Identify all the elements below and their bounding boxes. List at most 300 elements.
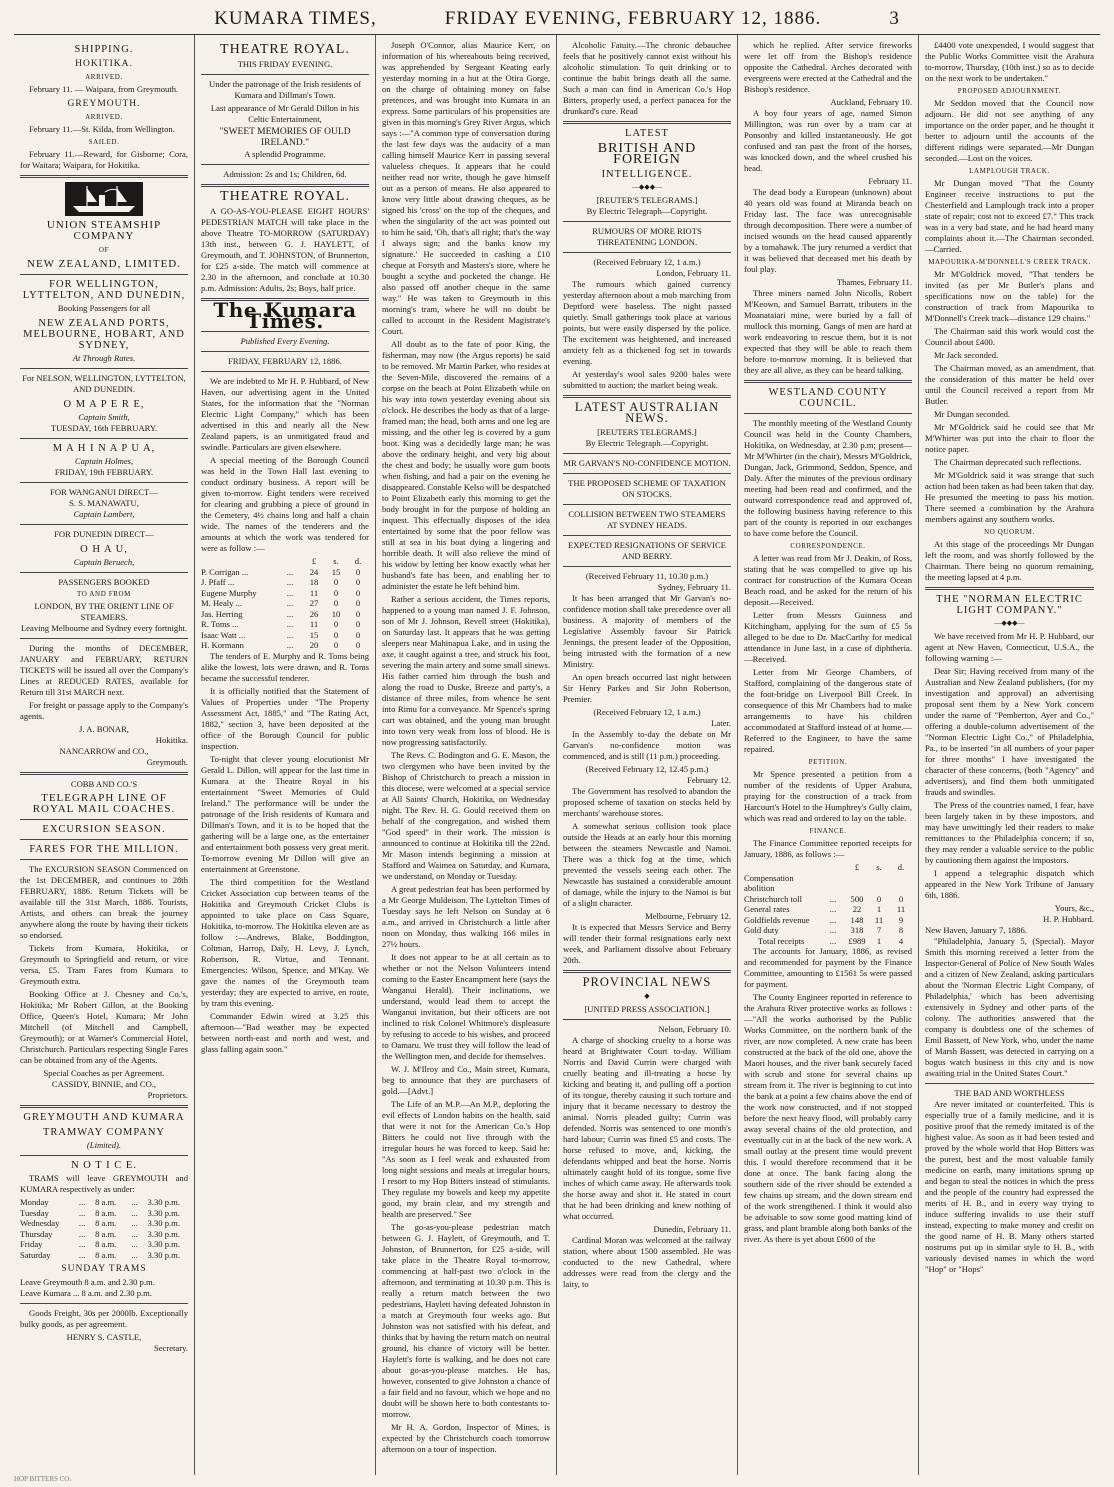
cassidy-signature: CASSIDY, BINNIE, and CO., [51, 1079, 157, 1089]
divider [20, 1155, 188, 1156]
divider [20, 438, 188, 439]
excursion-text: The EXCURSION SEASON Commenced on the 1st DECEMBER, and continues to 28th FEBRUARY, 1886. Return Tickets will be available till the 31st March, 1886. Tourists, Artists, and others can break the journey anywhere along the route by having their tickets so endorsed. [20, 864, 188, 940]
leader-dots: ... [131, 1249, 138, 1260]
amount-pounds: 22 [852, 904, 862, 914]
divider [563, 121, 731, 124]
tramway-heading-2: TRAMWAY COMPANY [42, 1127, 166, 1138]
divider [20, 524, 188, 525]
amount-pence: 0 [355, 640, 361, 650]
resignations-heading: EXPECTED RESIGNATIONS OF SERVICE AND BERRY. [567, 540, 727, 561]
dateline-melbourne: Melbourne, February 12. [645, 911, 731, 921]
divider [563, 566, 731, 567]
article-riots: The rumours which gained currency yesterday afternoon about a mob marching from Deptford were baseless. The night passed quietly. Small gatherings took place at various points, but were easily dispersed by the police. The excitement was heightened, and increased anxiety felt as a thickened fog set in towards evening. [563, 279, 731, 366]
table-row [201, 609, 369, 620]
ornament-dinkus: ◆ [644, 992, 650, 1000]
mapourika-heading: MAPOURIKA-M'DONNELL'S CREEK TRACK. [928, 258, 1091, 266]
dateline-dunedin: Dunedin, February 11. [653, 1224, 731, 1234]
table-row [201, 619, 369, 630]
pedestrian-match-ad: A GO-AS-YOU-PLEASE EIGHT HOURS' PEDESTRIAN MATCH will take place in the above Theatre TO-MORROW (SATURDAY) 13th inst., between G. J. HAYLETT, of Greymouth, and T. JOHNSTON, of Brunnerton, for £25 a-side. The match will commence at 2.30 in the afternoon, and conclude at 10.30 p.m. Admission: Adults, 2s; Boys, half price. [201, 206, 369, 293]
ohau-captain: Captain Beruech, [73, 557, 135, 567]
amount-pence: 11 [896, 904, 906, 914]
agent-nancarrow-loc: Greymouth. [146, 757, 188, 767]
leader-dots: ... [286, 640, 294, 650]
wanganui-direct: FOR WANGANUI DIRECT— [50, 487, 158, 497]
unit-pounds: £ [854, 862, 860, 872]
hubbard-signature: H. P. Hubbard. [1043, 914, 1094, 924]
article-dead-body: The dead body a European (unknown) about 40 years old was found at Miranda beach on Friday last. The face was unrecognisable through decomposition. There were a number of incised wounds on the head caused apparently by a tomahawk. The jury returned a verdict that it was believed that deceased met his death by foul play. [744, 187, 912, 274]
amount-shillings: 10 [331, 608, 341, 619]
cobb-heading: COBB AND CO.'S [70, 779, 138, 789]
theatre-last: Last appearance of Mr Gerald Dillon in his Celtic Entertainment, [210, 103, 360, 124]
union-of: OF [98, 246, 110, 254]
manawatu-captain: Captain Lambert, [73, 509, 135, 519]
amount-pence: 0 [898, 893, 904, 904]
theatre-title: "SWEET MEMORIES OF OULD IRELAND." [219, 127, 351, 148]
column-4 [557, 35, 738, 1475]
amount-pence: 0 [355, 566, 361, 577]
table-row [20, 1250, 188, 1261]
article-guinness: Letter from Messrs Guinness and Kitchingham, applying for the sum of £5 5s alleged to be due to Dr. MacCarthy for medical attendance in June last, in a case of diphtheria.—Received. [744, 610, 912, 664]
article-lamplough: Mr Dungan moved "That the County Engineer receive instructions to put the Chesterfield and Lamplough track into a proper state of repair; cost not to exceed £7." This track was in a very bad state, and he had heard many complaints about it.—The Chairman seconded.—Carried. [925, 178, 1094, 254]
article-finance: The Finance Committee reported receipts for January, 1886, as follows :— [744, 838, 912, 859]
table-row [20, 1239, 188, 1250]
divider [20, 482, 188, 483]
article-mcgoldrick: Mr M'Goldrick said he could see that Mr M'Whirter was put into the chair to floor the notice paper. [925, 422, 1094, 454]
british-foreign-heading: BRITISH AND FOREIGN [597, 141, 697, 167]
article-oconnor: Joseph O'Connor, alias Maurice Kerr, on information of his whereabouts being received, was apprehended by Sergeant Keating early yesterday morning in a hut at the Otira Gorge, on the charge of obtaining money on false pretences, and was brought into Kumara in an express. Some particulars of his propensities are given in this morning's Grey River Argus, which says :—"A common type of conversation during the last few days was the audacity of a man calling himself Maurice Kerr in passing several valueless cheques. It appears that he could neither read nor write, though he gave himself out as a person of means. He also appeared to know very little about drawing cheques, as he signed his 'cross' on the top of the cheques, and when the singularity of the act was pointed out to him he said, 'Oh, that's all right; that's the way I always sign; and the banks know my signature.' He succeeded in cashing a £10 cheque at Forsyth and Masters's store, where he bought a scythe and pocketed the change. He also passed off another cheque in the same way." He was taken to Greymouth in this morning's tram, where he will no doubt be called to account in the Resident Magistrate's Court. [382, 40, 550, 336]
petition-heading: PETITION. [808, 758, 848, 766]
divider [20, 859, 188, 860]
table-row [201, 598, 369, 609]
total-pounds: £989 [848, 935, 866, 946]
greymouth-sailed: February 11.—Reward, for Gisborne; Cora, for Waitara; Waipara, for Hokitika. [20, 149, 188, 170]
table-row [744, 925, 912, 936]
tram-schedule [20, 1197, 188, 1260]
received-4: (Received February 12, 12.45 p.m.) [585, 764, 709, 774]
theatre-friday: THIS FRIDAY EVENING. [237, 59, 333, 69]
tickets-text: Tickets from Kumara, Hokitika, or Greymouth to Springfield and return, or vice versa, £5. Tram Fares from Kumara to Greymouth extra. [20, 943, 188, 986]
excursion-season: EXCURSION SEASON. [42, 824, 166, 835]
agent-bonar: J. A. BONAR, [79, 724, 129, 734]
divider [20, 368, 188, 369]
leader-dots: ... [131, 1239, 138, 1249]
divider [20, 772, 188, 775]
hokitika-arrival: February 11. — Waipara, from Greymouth. [29, 84, 179, 94]
leader-dots: ... [829, 925, 837, 935]
leader-dots: ... [286, 629, 294, 640]
table-row [20, 1218, 188, 1229]
lamplough-heading: LAMPLOUGH TRACK. [969, 167, 1050, 175]
unit-shillings: s. [876, 862, 882, 872]
unit-shillings: s. [333, 556, 339, 566]
amount-pounds: 27 [309, 598, 319, 608]
divider [20, 1303, 188, 1304]
leader-dots [820, 873, 846, 894]
table-row [201, 567, 369, 578]
article-petition: Mr Spence presented a petition from a number of the residents of Upper Arahura, praying for the construction of a track from Harcourt's Hotel to the Humphrey's Gully claim, which was read and ordered to lay on the table. [744, 769, 912, 823]
tramway-limited: (Limited). [86, 1140, 122, 1150]
divider [201, 74, 369, 75]
ornament-dinkus: —◆◆◆— [994, 619, 1025, 627]
amount-pence: 0 [355, 619, 361, 629]
amount-pounds: 500 [850, 893, 864, 904]
article-press: The Press of the countries named, I fear, have been largely taken in by these impostors, and may have unwittingly led their readers to make remittances to the Philadelphia concern; if so, they may render a valuable service to the public by cautioning them against the impostors. [925, 800, 1094, 865]
advert-alcoholic-fatuity: Alcoholic Fatuity.—The chronic debauchee feels that he positively cannot exist without his alcoholic stimulation. To quit drinking or to continue the habit brings death all the same. Such a man can find in American Co.'s Hop Bitters, properly used, a perfect panacea for the drunkard's cure. Read [563, 40, 731, 116]
table-row [20, 1229, 188, 1240]
for-nelson: For NELSON, WELLINGTON, LYTTELTON, AND DUNEDIN. [22, 373, 186, 394]
article-accounts: The accounts for January, 1886, as revised and recommended for payment by the Finance Committee, amounting to £1561 5s were passed for payment. [744, 946, 912, 989]
copyright-line-2: By Electric Telegraph.—Copyright. [585, 438, 709, 448]
for-wellington: FOR WELLINGTON, LYTTELTON, AND DUNEDIN, [22, 279, 186, 301]
receipt-item: Gold duty [744, 925, 779, 935]
article-lapsed: At this stage of the proceedings Mr Dungan left the room, and was shortly followed by the Chairman. There being no quorum remaining, the meeting lapsed at 4 p.m. [925, 539, 1094, 582]
shipping-heading: SHIPPING. [74, 44, 134, 55]
theatre-royal-heading-2: THEATRE ROYAL. [220, 189, 350, 204]
divider [201, 351, 369, 352]
receipt-item: Goldfields revenue [744, 914, 810, 925]
goods-freight: Goods Freight, 30s per 2000lb. Exceptionally bulky goods, as per agreement. [20, 1308, 188, 1329]
divider [563, 395, 731, 398]
amount-shillings: 0 [333, 577, 339, 587]
table-row [744, 894, 912, 905]
leader-dots: ... [78, 1249, 86, 1260]
table-row [20, 1197, 188, 1208]
divider [563, 504, 731, 505]
table-row [201, 588, 369, 599]
amount-shillings: 15 [331, 566, 341, 577]
tram-day: Thursday [20, 1228, 53, 1239]
return-tickets: During the months of DECEMBER, JANUARY and FEBRUARY, RETURN TICKETS will be issued all over the Company's Lines at REDUCED RATES, available for Return till 31st MARCH next. [20, 643, 188, 697]
steamship-icon [20, 182, 188, 216]
article-volunteers: It does not appear to be at all certain as to whether or not the Nelson Volunteers intend coming to the Easter Encampment here (says the Wanganui Herald). Their inclinations, we understand, would lead them to accept the Wanganui invitation, but their officers are not inclined to risk Colonel Whitmore's displeasure by refusing to accede to his wishes, and proceed to Oamaru. We trust they will follow the lead of the Wellington men, and decide for themselves. [382, 952, 550, 1061]
article-dungan: Mr Dungan seconded. [934, 409, 1011, 419]
divider [20, 572, 188, 573]
riots-heading: RUMOURS OF MORE RIOTS THREATENING LONDON. [592, 226, 702, 247]
received-1: (Received February 12, 1 a.m.) [593, 257, 701, 267]
unit-pounds: £ [311, 556, 317, 566]
correspondence-heading: CORRESPONDENCE. [790, 542, 866, 550]
leader-dots: ... [131, 1228, 138, 1239]
amount-pence: 0 [355, 577, 361, 587]
article-mapourika: Mr M'Goldrick moved, "That tenders be invited (as per Mr Butler's plans and specifications now on the table) for the construction of track from Mapourika to M'Donnell's Creek track—distance 129 chains." [925, 269, 1094, 323]
article-collision: A somewhat serious collision took place outside the Heads at an early hour this morning between the steamers Newcastle and Namoi. There was a thick fog at the time, which prevented the vessels seeing each other. The Newcastle has sustained a considerable amount of damage, while the injury to the Namoi is but of a slight character. [563, 821, 731, 908]
tram-day: Wednesday [20, 1218, 60, 1228]
booking-line: Booking Passengers for all [57, 303, 151, 313]
divider [20, 638, 188, 639]
dateline-auckland: Auckland, February 10. [830, 97, 912, 107]
union-steamship-heading: UNION STEAMSHIP COMPANY [46, 219, 162, 242]
page-number: 3 [889, 8, 900, 29]
leader-dots: ... [286, 577, 294, 587]
tram-afternoon: 3.30 p.m. [147, 1218, 181, 1228]
leader-dots: ... [78, 1197, 86, 1207]
total-label: Total receipts [758, 935, 805, 946]
article-reflections: The Chairman deprecated such reflections. [934, 457, 1082, 467]
telegraph-line-heading: TELEGRAPH LINE OF ROYAL MAIL COACHES. [32, 792, 176, 815]
amount-pence: 0 [355, 598, 361, 608]
page-footer: HOP BITTERS CO. [14, 1475, 72, 1483]
editorial-date: FRIDAY, FEBRUARY 12, 1886. [228, 356, 342, 366]
amount-pence [890, 873, 912, 894]
amount-shillings: 0 [333, 598, 339, 608]
leader-dots: ... [78, 1218, 86, 1228]
article-gordon: Mr H. A. Gordon, Inspector of Mines, is expected by the Christchurch coach tomorrow afternoon on a tour of inspection. [382, 1422, 550, 1454]
agent-bonar-loc: Hokitika. [155, 735, 188, 745]
leader-dots: ... [829, 914, 837, 925]
article-deakin: A letter was read from Mr J. Deakin, of Ross, stating that he was compelled to give up his contract for construction of the Kumara Ocean Beach road, and he asked for the return of his deposit.—Received. [744, 553, 912, 607]
table-row [201, 630, 369, 641]
column-6 [919, 35, 1100, 1475]
booking-office-text: Booking Office at J. Chesney and Co.'s, Hokitika; Mr Robert Gillon, at the Booking Office, Queen's Hotel, Kumara; Mr John Mitchell (of Mitchell and Campbell, Greymouth); or at Warner's Commercial Hotel, Christchurch. Particulars respecting Single Fares can be obtained from any of the Agents. [20, 989, 188, 1065]
tram-afternoon: 3.30 p.m. [147, 1249, 181, 1260]
leader-dots: ... [131, 1218, 138, 1228]
intelligence-heading: INTELLIGENCE. [601, 169, 693, 180]
dateline-later: Later. [711, 718, 731, 728]
amount-pence: 0 [355, 629, 361, 640]
article-miners: Three miners named John Nicolls, Robert M'Keown, and Samuel Barratt, tributers in the Moanataiari mine, were buried by a fall of mullock this morning. Gangs of men are hard at work endeavoring to rescue them, but it is not expected that they will be able to reach them before to-morrow morning. It is believed that they are all alive, as they can be heard talking. [744, 288, 912, 375]
leader-dots: ... [131, 1207, 138, 1218]
finance-table [744, 862, 912, 946]
amount-shillings: 0 [333, 629, 339, 640]
leader-dots: ... [829, 904, 837, 914]
copyright-line: By Electric Telegraph—Copyright. [586, 206, 708, 216]
amount-pounds: 148 [850, 914, 864, 925]
divider [563, 535, 731, 536]
tenderer-name: P. Corrigan ... [201, 566, 249, 577]
newspaper-title: The Kumara Times. [213, 298, 357, 333]
secretary: Secretary. [153, 1343, 188, 1353]
paper-name: KUMARA TIMES, [214, 8, 377, 29]
received-2: (Received February 11, 10.30 p.m.) [585, 571, 709, 581]
total-shillings: 1 [876, 935, 882, 946]
tram-afternoon: 3.30 p.m. [147, 1239, 181, 1249]
divider [563, 252, 731, 253]
article-cricket: The third competition for the Westland Cricket Association cup between teams of the Hokitika and Greymouth Cricket Clubs is appointed to take place on Cass Square, Hokitika, to-morrow. The Hokitika eleven are as follow :—Andrews, Blake, Boddington, Coltman, Harrop, Daly, H. Levy, J. Lynch, Robertson, R. Virtue, and Tennant. Emergencies: Wilson, Spence, and M'Kay. We gave the names of the Greymouth team yesterday; they are expected to arrive, en route, by tram this evening. [201, 876, 369, 1008]
tenderer-name: M. Healy ... [201, 598, 243, 608]
tram-afternoon: 3.30 p.m. [147, 1228, 181, 1239]
amount-shillings: 0 [333, 587, 339, 598]
greymouth-heading: GREYMOUTH. [67, 99, 141, 109]
article-tram-accident: A boy four years of age, named Simon Millington, was run over by a tram car at Ponsonby and killed instantaneously. He got confused and ran past the front of the horses, was knocked down, and the wheel crushed his head. [744, 108, 912, 173]
freight-text: For freight or passage apply to the Company's agents. [20, 700, 188, 721]
latest-heading: LATEST [625, 128, 669, 139]
to-and-from: TO AND FROM [77, 590, 131, 598]
article-dispatch: I append a telegraphic dispatch which appeared in the New York Tribune of January 6th, 1886. [925, 868, 1094, 900]
article-taxation: The Government has resolved to abandon the proposed scheme of taxation on stocks held by merchants' warehouse stores. [563, 786, 731, 818]
amount-pounds: 26 [309, 608, 319, 619]
article-go-as-you-please: The go-as-you-please pedestrian match between G. J. Haylett, of Greymouth, and T. Johnston, of Brunnerton, for £25 a-side, will take place in the Theatre Royal to-morrow, commencing at half-past two o'clock in the afternoon, and terminating at 10.30 p.m. This is really a return match between the two pedestrians, Haylett having defeated Johnston in a match at Greymouth four weeks ago. But Johnston was not satisfied with his defeat, and thinks that by having the return match on neutral ground, his chance of victory will be better. Haylett's forte is walking, and he does not care about go-as-you-please matches. He has, however, consented to give Johnston a chance of a fair field and no favour, which we hope and no doubt will be shown here to both contestants to-morrow. [382, 1222, 550, 1419]
proprietors: Proprietors. [147, 1090, 188, 1100]
amount-pounds: 18 [309, 577, 319, 587]
mahinapua-date: FRIDAY, 19th FEBRUARY. [54, 467, 154, 477]
amount-pence: 0 [355, 587, 361, 598]
table-row [744, 873, 912, 894]
provincial-news-heading: PROVINCIAL NEWS [582, 975, 712, 989]
amount-shillings: 11 [874, 914, 884, 925]
tram-morning: 8 a.m. [95, 1218, 117, 1228]
dateline-thames: Thames, February 11. [836, 277, 912, 287]
tram-morning: 8 a.m. [95, 1239, 117, 1249]
divider [201, 184, 369, 187]
total-dots: ... [829, 935, 837, 946]
divider [20, 839, 188, 840]
article-property-values: It is officially notified that the Statement of Values of Properties under "The Property Assessment Act, 1885," and "The Rating Act, 1882," section 3, have been deposited at the office of the Borough Council for public inspection. [201, 685, 369, 751]
tram-day: Tuesday [20, 1207, 49, 1218]
arrived-label: ARRIVED. [85, 73, 123, 81]
article-accident: Rather a serious accident, the Times reports, happened to a young man named J. F. Johnson, son of Mr J. Johnson, Revell street (Hokitika), on Saturday last. It appears that he was getting sleepers near Mahinapua Lake, and in using the axe, it caught against a tree, and struck his foot, severing the main artery and some small sinews. His father carried him through the bush and along the road to Duske, Breeze and party's, a distance of three miles, from whence he sent into Rimu for a conveyance. Mr Spence's spring cart was obtained, and the young man brought into town very weak from loss of blood. He is now progressing satisfactorily. [382, 594, 550, 747]
article-tenders-result: The tenders of E. Murphy and R. Toms being alike the lowest, lots were drawn, and R. Toms became the successful tenderer. [201, 650, 369, 683]
leader-dots: ... [286, 619, 294, 629]
amount-pounds: 15 [309, 629, 319, 640]
tramway-heading: GREYMOUTH AND KUMARA [23, 1112, 185, 1123]
tenderer-name: Isaac Watt ... [201, 629, 246, 640]
advert-hop-bitters: Are never imitated or counterfeited. This is especially true of a family medicine, and it is positive proof that the remedy imitated is of the highest value. As soon as it had been tested and proved by the whole world that Hop Bitters was the purest, best and the most valuable family medicine on earth, many imitations sprung up and began to steal the notices in which the press and the people of the country had expressed the merits of H. B., and in every way trying to induce suffering invalids to use their stuff instead, expecting to make money and credit on the good name of H. B. Many others started nostrums put up in similar style to H. B., with variously devised names in which the word "Hop" or "Hops" [925, 1099, 1094, 1274]
ship-manawatu: S. S. MANAWATU, [69, 498, 139, 508]
omapere-captain: Captain Smith, [78, 412, 130, 422]
article-assembly: In the Assembly to-day the debate on Mr Garvan's no-confidence motion was commenced, and is still (11 p.m.) proceeding. [563, 729, 731, 761]
article-cruelty: A charge of shocking cruelty to a horse was heard at Brightwater Court to-day. William Norris and David Currin were charged with cruelly beating and ill-treating a horse by kicking and beating it, and pulling off a portion of its tongue, thereby causing it such torture and injury that it became necessary to destroy the animal. Norris pleaded guilty; Currin was defended. Norris was sentenced to one month's hard labour; Currin was fined £5 and costs. The horse refused to move, and, kicking, the defendants whipped and beat the horse. Norris ultimately caught hold of its tongue, some five inches of which came away. He afterwards took the horse away and shot it. He stated in court that he had been drinking and knew nothing of what occurred. [563, 1035, 731, 1221]
article-moran: Cardinal Moran was welcomed at the railway station, where about 1500 assembled. He was conducted to the new Cathedral, where addresses were read from the clergy and the laity, to [563, 1235, 731, 1289]
article-hubbard-warning: We have received from Mr H. P. Hubbard, our agent at New Haven, Connecticut, U.S.A., the following warning :— [925, 631, 1094, 663]
quorum-heading: NO QUORUM. [984, 528, 1035, 536]
arrived-label-2: ARRIVED. [85, 113, 123, 121]
leader-dots: ... [286, 608, 294, 619]
tram-afternoon: 3.30 p.m. [147, 1197, 181, 1207]
divider [744, 380, 912, 383]
article-dillon: To-night that clever young elocutionist Mr Gerald L. Dillon, will appear for the last time in Kumara at the Theatre Royal in his entertainment "Sweet Memories of Ould Ireland." The performance will be under the patronage of the Irish residents of Kumara and Dillman's Town, and it is to be hoped that the gathering will be a large one, as the entertainer and entertainment both possess very great merit. To-morrow evening Mr Dillon will give an entertainment at Greenstone. [201, 753, 369, 874]
amount-pounds: 318 [850, 925, 864, 935]
article-borough-council: A special meeting of the Borough Council was held in the Town Hall last evening to conduct ordinary business. A report will be given to-morrow. Eight tenders were received for clearing and grubbing a piece of ground in the Cemetery, 4½ chains long and half a chain wide. The names of the tenderers and the amounts at which the work was tendered for were as follow :— [201, 455, 369, 553]
divider [563, 453, 731, 454]
tenderer-name: Jas. Herring [201, 608, 243, 619]
through-rates: At Through Rates. [72, 353, 136, 363]
theatre-admission: Admission: 2s and 1s; Children, 6d. [223, 169, 347, 179]
theatre-programme: A splendid Programme. [244, 149, 326, 159]
advert-life-mp: The Life of an M.P.—An M.P., deploring the evil effects of London habits on the health, said that were it not for the American Co.'s Hop Bitters he could not live through with the irregular hours he was forced to keep. Said he: "As soon as I feel weak and exhausted from long night sessions and meals at irregular hours, I resort to my Hop Bitters instead of stimulants. They regulate my bowels and keep my appetite good, my brain clear, and my strength and health are preserved." See [382, 1099, 550, 1219]
leader-dots: ... [286, 598, 294, 608]
article-moran-cont: which he replied. After service fireworks were let off from the Bishop's residence opposite the Cathedral. Arches decorated with evergreens were erected at the Cathedral and the Bishop's residence. [744, 40, 912, 94]
bad-worthless-heading: THE BAD AND WORTHLESS [954, 1088, 1065, 1098]
amount-pounds: 11 [309, 619, 319, 629]
tram-day: Friday [20, 1239, 43, 1249]
theatre-royal-heading: THEATRE ROYAL. [220, 42, 350, 57]
sailed-label: SAILED. [88, 138, 120, 146]
adjournment-heading: PROPOSED ADJOURNMENT. [957, 87, 1062, 95]
divider [744, 413, 912, 414]
article-chairman-cost: The Chairman said this work would cost the Council about £400. [925, 326, 1094, 347]
tram-morning: 8 a.m. [95, 1228, 117, 1239]
greymouth-arrival: February 11.—St. Kilda, from Wellington. [29, 124, 175, 134]
column-5 [738, 35, 919, 1475]
column-2 [195, 35, 376, 1475]
table-row [744, 904, 912, 915]
leader-dots: ... [78, 1207, 86, 1218]
dateline-sydney: Sydney, February 11. [657, 582, 731, 592]
australian-news-heading: LATEST AUSTRALIAN NEWS. [574, 400, 720, 425]
amount-shillings [868, 873, 890, 894]
leaving-melbourne: Leaving Melbourne and Sydney every fortnight. [20, 623, 188, 633]
article-adjourn: Mr Seddon moved that the Council now adjourn. He did not see anything of any importance on the order paper, and he thought it better to adjourn until the accounts of the different ridings were separated.—Mr Dungan seconded.—Lost on the voices. [925, 98, 1094, 163]
advert-mcilroy: W. J. M'Ilroy and Co., Main street, Kumara, beg to announce that they are purchasers of gold.—[Advt.] [382, 1064, 550, 1096]
agent-nancarrow: NANCARROW and CO., [59, 746, 149, 756]
tram-afternoon: 3.30 p.m. [147, 1207, 181, 1218]
article-weather: Commander Edwin wired at 3.25 this afternoon—"Bad weather may be expected between north-east and north and west, and glass falling again soon." [201, 1010, 369, 1054]
union-steamship-heading-2: NEW ZEALAND, LIMITED. [27, 258, 181, 270]
leader-dots: ... [131, 1197, 138, 1207]
columns [14, 35, 1100, 1475]
tram-morning: 8 a.m. [95, 1249, 117, 1260]
article-philadelphia: "Philadelphia, January 5, (Special). Mayor Smith this morning received a letter from the Inspector-General of Police of New South Wales and a citizen of New Zealand, asking particulars about the 'Norman Electric Light Company, of Philadelphia,' which has been advertising extensively in Sydney and other parts of the colony. The authorities answered that the company is doubtless one of the schemes of Emil Bassett, of New York, who, under the name of Marsh Bassett, was detected in carrying on a bogus watch business in this city and is now awaiting trial in the United States Court." [925, 936, 1094, 1078]
amount-pence: 8 [898, 925, 904, 935]
article-resignations: It is expected that Messrs Service and Berry will tender their formal resignations early next week, and Parliament dissolve about February 20th. [563, 922, 731, 965]
taxation-heading: THE PROPOSED SCHEME OF TAXATION ON STOCKS. [568, 478, 726, 499]
amount-pence: 0 [355, 608, 361, 619]
collision-heading: COLLISION BETWEEN TWO STEAMERS AT SYDNEY HEADS. [568, 509, 726, 530]
norman-electric-heading: THE "NORMAN ELECTRIC LIGHT COMPANY." [936, 594, 1083, 616]
amount-shillings: 0 [876, 893, 882, 904]
amount-pounds: 20 [309, 640, 319, 650]
receipt-item: General rates [744, 904, 790, 914]
leader-dots: ... [78, 1239, 86, 1249]
leader-dots: ... [286, 566, 294, 577]
divider [20, 274, 188, 275]
article-council-meeting: The monthly meeting of the Westland County Council was held in the County Chambers, Hokitika, on Wednesday, at 2.30 p.m; present—Mr M'Whirter (in the chair), Messrs M'Goldrick, Dungan, Jack, Grimmond, Seddon, Spence, and Daly. After the minutes of the previous ordinary meeting had been read and confirmed, and the outward correspondence read and approved of, the following business having reference to this part of the county is reported in our exchanges to have come before the Council. [744, 418, 912, 538]
tenderer-name: J. Pfaff ... [201, 577, 235, 587]
reuters-line: [REUTER'S TELEGRAMS.] [596, 195, 698, 205]
dateline-feb11: February 11. [868, 176, 912, 186]
ship-omapere: O M A P E R E, [63, 399, 145, 410]
finance-heading: FINANCE. [809, 827, 847, 835]
article-breach: An open breach occurred last night between Sir Henry Parkes and Sir John Robertson, Premier. [563, 672, 731, 704]
ship-ohau: O H A U, [80, 544, 128, 555]
divider [563, 221, 731, 222]
article-chambers: Letter from Mr George Chambers, of Stafford, complaining of the dangerous state of the foot-bridge on Liverpool Bill Creek. In consequence of this Mr Chambers had to make arrangements to have his children accommodated at Stafford instead of at home.—Referred to the Engineer, to have the same repaired. [744, 667, 912, 754]
divider [20, 819, 188, 820]
page-header [14, 4, 1100, 35]
london-orient: LONDON, BY THE ORIENT LINE OF STEAMERS. [34, 601, 174, 622]
amount-shillings: 0 [333, 640, 339, 650]
article-amendment: The Chairman moved, as an amendment, that the consideration of this matter be held over until the Council received a report from Mr Butler. [925, 363, 1094, 406]
amount-pounds: 24 [309, 566, 319, 577]
tenderer-name: H. Kormann [201, 640, 244, 650]
article-wool: At yesterday's wool sales 9200 bales were submitted to auction; the market being weak. [563, 369, 731, 390]
amount-shillings: 0 [333, 619, 339, 629]
ship-mahinapua: M A H I N A P U A, [52, 443, 156, 454]
divider [201, 164, 369, 165]
amount-shillings: 1 [876, 904, 882, 914]
sunday-greymouth: Leave Greymouth 8 a.m. and 2.30 p.m. [20, 1277, 155, 1287]
sunday-kumara: Leave Kumara ... 8 a.m. and 2.30 p.m. [20, 1288, 152, 1298]
dateline-nelson: Nelson, February 10. [658, 1024, 731, 1034]
leader-dots: ... [78, 1228, 86, 1239]
unit-pence: d. [897, 862, 905, 872]
divider [201, 371, 369, 372]
ornament-dinkus: —◆◆◆— [631, 183, 663, 191]
table-row [744, 915, 912, 926]
garvan-heading: MR GARVAN'S NO-CONFIDENCE MOTION. [563, 458, 731, 468]
tender-table [201, 556, 369, 651]
published-line: Published Every Evening. [240, 336, 330, 346]
amount-shillings: 7 [876, 925, 882, 935]
upa-line: [UNITED PRESS ASSOCIATION.] [584, 1004, 710, 1014]
receipt-item: Compensation abolition [744, 872, 794, 893]
tram-day: Saturday [20, 1249, 51, 1260]
divider [20, 175, 188, 178]
divider [925, 587, 1094, 590]
fares-heading: FARES FOR THE MILLION. [29, 844, 179, 855]
tenderer-name: Eugene Murphy [201, 587, 257, 598]
dunedin-direct: FOR DUNEDIN DIRECT— [54, 529, 154, 539]
